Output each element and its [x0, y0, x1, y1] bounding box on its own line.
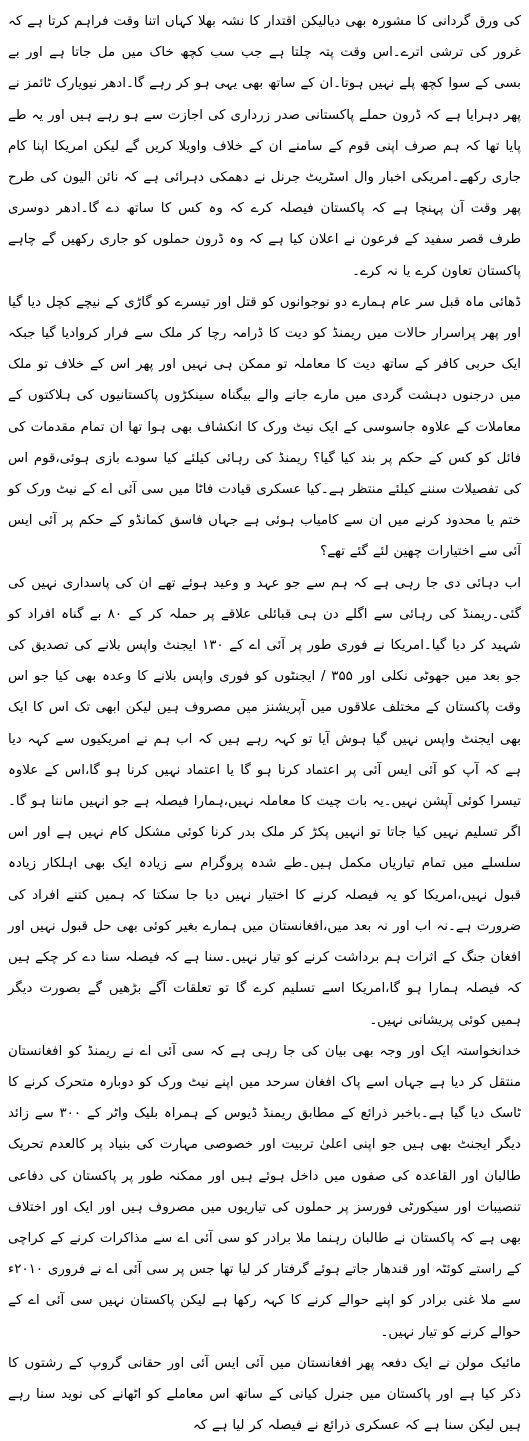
article-paragraph: ڈھائی ماہ قبل سر عام ہمارے دو نوجوانوں کو قتل اور تیسرے کو گاڑی کے نیچے کچل دیا گیا اور پھر پراسرار حالات میں ریمنڈ کو دیت کا ڈرامہ رچا کر ملک سے فرار کروادیا گیا جبکہ ایک حربی کافر کے ساتھ دیت کا معاملہ تو ممکن ہی نہیں اور پھر اس کے خلاف تو ملک میں درجنوں دہشت گردی میں مارے جانے والے بیگناہ سینکڑوں پاکستانیوں کی ہلاکتوں کے معاملات کے علاوہ جاسوسی کے ایک نیٹ ورک کا انکشاف بھی ہوا تھا ان تمام مقدمات کی فائل کو کس کے حکم پر بند کیا گیا؟ ریمنڈ کی رہائی کیلئے کیا سودے بازی ہوئی،قوم اس کی تفصیلات سننے کیلئے منتظر ہے۔کیا عسکری قیادت فاٹا میں سی آئی اے کے نیٹ ورک کو ختم یا محدود کرنے میں ان سے کامیاب ہوئی ہے جہاں فاسق کمانڈو کے حکم پر آئی ایس آئی سے اختیارات چھین لئے گئے تھے؟	[8, 294, 521, 560]
article-paragraph: مائیک مولن نے ایک دفعہ پھر افغانستان میں آئی ایس آئی اور حقانی گروپ کے رشتوں کا ذکر کیا ہے اور پاکستان میں جنرل کیانی کے ساتھ اس معاملے کو اٹھانے کی نوید سنا رہے ہیں لیکن سنا ہے کہ عسکری ذرائع نے فیصلہ کر لیا ہے کہ	[8, 1355, 521, 1434]
article-paragraph: کی ورق گردانی کا مشورہ بھی دیالیکن اقتدار کا نشہ بھلا کہاں اتنا وقت فراہم کرتا ہے کہ غرور کی ترشی اترے۔اس وقت پتہ چلتا ہے جب سب کچھ خاک میں مل جاتا ہے اور بے بسی کے سوا کچھ پلے نہیں ہوتا۔ان کے ساتھ بھی یہی ہو کر رہے گا۔ادھر نیویارک ٹائمز نے پھر دہرایا ہے کہ ڈرون حملے پاکستانی صدر زرداری کی اجازت سے ہو رہے ہیں اور یہ طے پایا تھا کہ ہم صرف اپنی قوم کے سامنے ان کے خلاف واویلا کریں گے لیکن امریکا اپنا کام جاری رکھے۔امریکی اخبار وال اسٹریٹ جرنل نے دھمکی دہرائی ہے کہ نائن الیون کی طرح پھر وقت آن پہنچا ہے کہ پاکستان فیصلہ کرے کہ وہ کس کا ساتھ دے گا۔ادھر دوسری طرف قصر سفید کے فرعون نے اعلان کیا ہے کہ وہ ڈرون حملوں کو جاری رکھیں گے چاہے پاکستان تعاون کرے یا نہ کرے۔	[8, 14, 521, 279]
article-paragraph: خدانخواستہ ایک اور وجہ بھی بیان کی جا رہی ہے کہ سی آئی اے نے ریمنڈ کو افغانستان منتقل کر دیا ہے جہاں اسے پاک افغان سرحد میں اپنے نیٹ ورک کو دوبارہ متحرک کرنے کا ٹاسک دیا گیا ہے۔باخبر ذرائع کے مطابق ریمنڈ ڈیوس کے ہمراہ بلیک واٹر کے ۳۰۰ سے زائد دیگر ایجنٹ بھی ہیں جو اپنی اعلیٰ تربیت اور خصوصی مہارت کی بنیاد پر کالعدم تحریک طالبان اور القاعدہ کی صفوں میں داخل ہوئے ہیں اور ممکنہ طور پر پاکستان کی دفاعی تنصیبات اور سیکورٹی فورسز پر حملوں کی تیاریوں میں مصروف ہیں اور ایک اور اختلاف بھی ہے کہ پاکستان نے طالبان رہنما ملا برادر کو سی آئی اے سے مذاکرات کرنے کے کراچی کے راستے کوئٹہ اور قندھار جاتے ہوئے گرفتار کر لیا تھا جس پر سی آئی اے نے فروری ۲۰۱۰ء سے ملا غنی برادر کو اپنے حوالے کرنے کا کہہ رکھا ہے لیکن پاکستان نہیں سی آئی اے کے حوالے کرنے کو تیار نہیں۔	[8, 1043, 521, 1340]
article-paragraph: اب دہائی دی جا رہی ہے کہ ہم سے جو عہد و وعید ہوئے تھے ان کی پاسداری نہیں کی گئی۔ریمنڈ کی رہائی سے اگلے دن ہی قبائلی علاقے پر حملہ کر کے ۸۰ بے گناہ افراد کو شہید کر دیا گیا۔امریکا نے فوری طور پر آئی اے کے ۱۳۰ ایجنٹ واپس بلانے کی تصدیق کی جو بعد میں جھوٹی نکلی اور ۳۵۵ / ایجنٹوں کو فوری واپس بلانے کا وعدہ بھی کیا جو اس وقت پاکستان کے مختلف علاقوں میں آپریشنز میں مصروف ہیں لیکن ابھی تک اس کا ایک بھی ایجنٹ واپس نہیں گیا ہوش آیا تو کہہ رہے ہیں کہ اب ہم نے امریکیوں سے کہہ دیا ہے کہ آپ کو آئی ایس آئی پر اعتماد کرنا ہو گا یا اعتماد نہیں کرنا ہو گا،اس کے علاوہ تیسرا کوئی آپشن نہیں۔یہ بات چیت کا معاملہ نہیں،ہمارا فیصلہ ہے جو انہیں ماننا ہو گا۔اگر تسلیم نہیں کیا جاتا تو انہیں پکڑ کر ملک بدر کرنا کوئی مشکل کام نہیں ہے اور اس سلسلے میں تمام تیاریاں مکمل ہیں۔طے شدہ پروگرام سے زیادہ ایک بھی اہلکار زیادہ قبول نہیں،امریکا کو یہ فیصلہ کرنے کا اختیار نہیں دیا جا سکتا کہ ہمیں کتنے افراد کی ضرورت ہے۔نہ اب اور نہ بعد میں،افغانستان میں ہمارے بغیر کوئی بھی حل قبول نہیں اور افغان جنگ کے اثرات ہم برداشت کرنے کو تیار نہیں۔سنا ہے کہ فیصلہ سنا دے کر چکے ہیں کہ فیصلہ ہمارا ہو گا،امریکا اسے تسلیم کرے گا تو تعلقات آگے بڑھیں گے بصورت دیگر ہمیں کوئی پریشانی نہیں۔	[8, 575, 522, 1028]
